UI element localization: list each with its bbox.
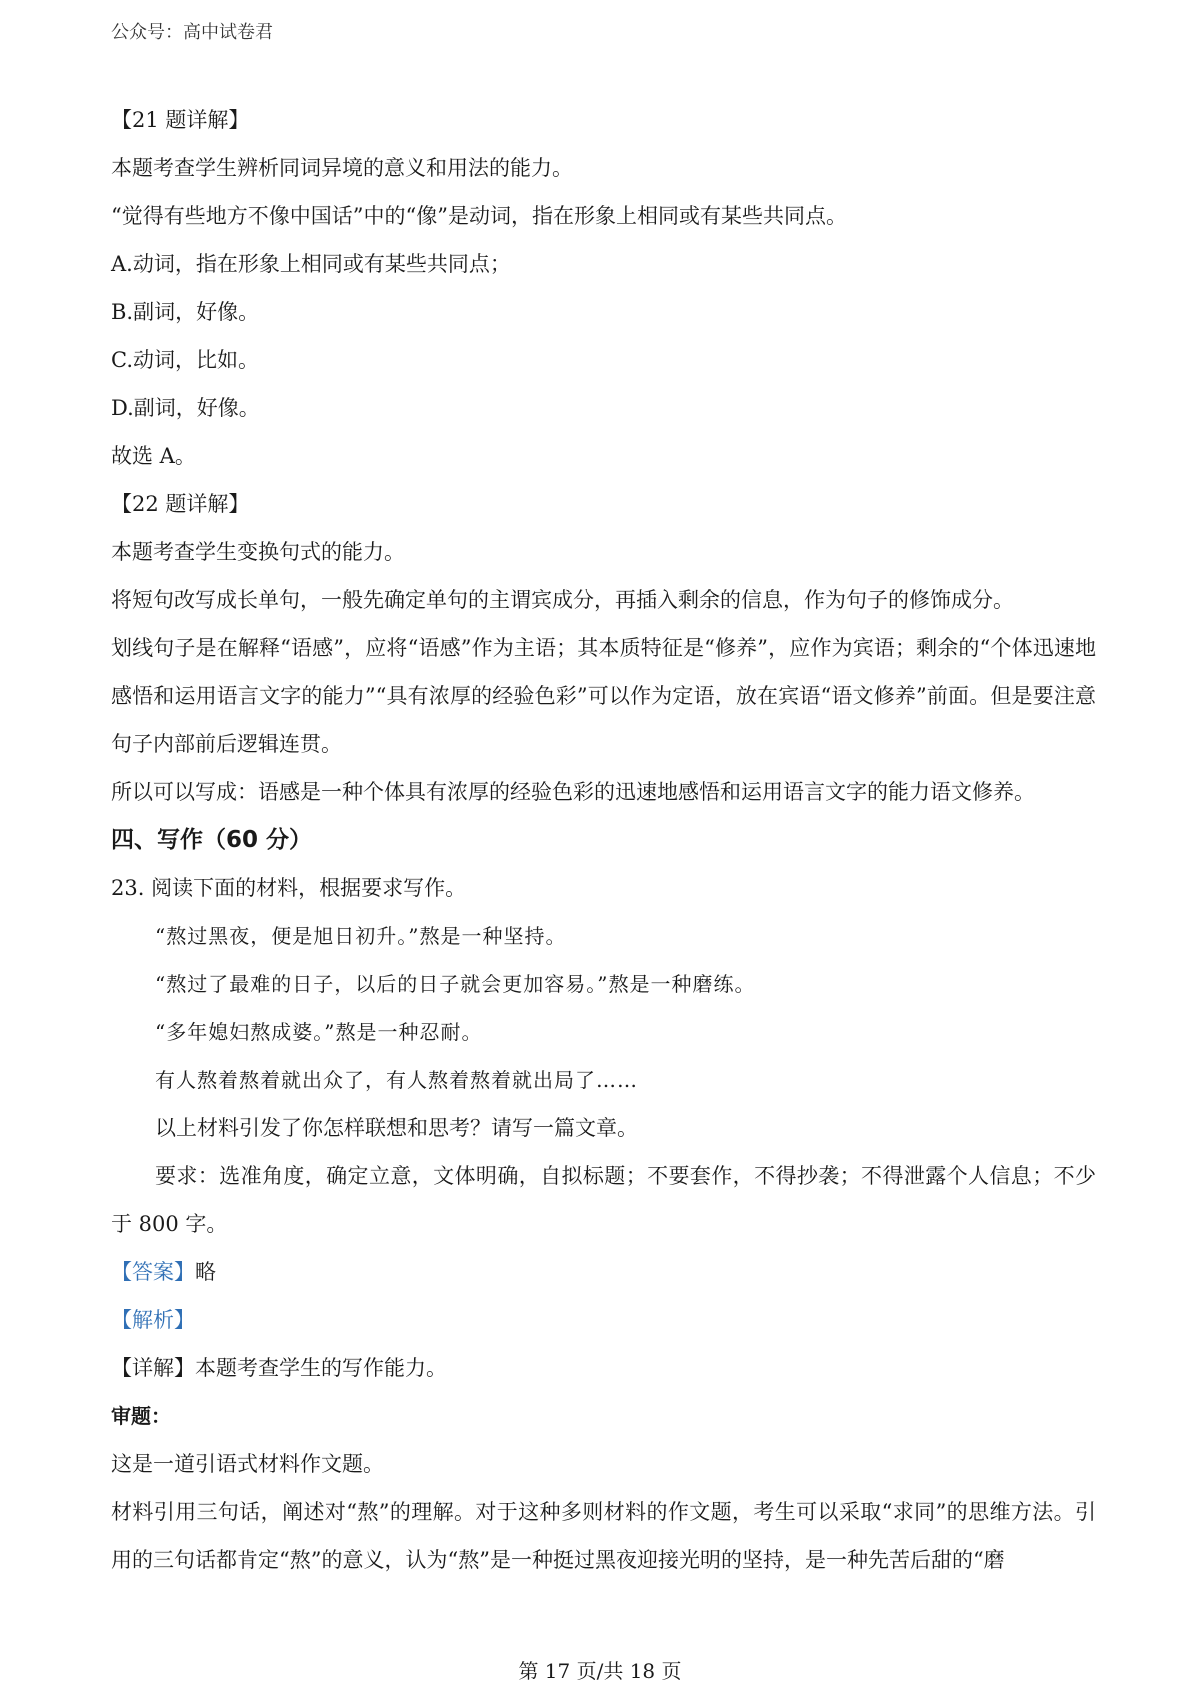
analysis-label: 【解析】 (111, 1308, 195, 1332)
q23-quote: 有人熬着熬着就出众了，有人熬着熬着就出局了…… (155, 1068, 638, 1092)
review-paragraph: 材料引用三句话，阐述对“熬”的理解。对于这种多则材料的作文题，考生可以采取“求同”的思维方法。引用的三句话都肯定“熬”的意义，认为“熬”是一种挺过黑夜迎接光明的坚持，是一种先苦后甜的“磨 (111, 1500, 1096, 1572)
q21-option-a: A.动词，指在形象上相同或有某些共同点； (111, 252, 511, 276)
answer-value: 略 (195, 1260, 216, 1284)
q23-requirement: 要求：选准角度，确定立意，文体明确，自拟标题；不要套作，不得抄袭；不得泄露个人信息；不少于 800 字。 (111, 1164, 1096, 1236)
q21-option-b: B.副词，好像。 (111, 300, 260, 324)
answer-label: 【答案】 (111, 1260, 195, 1284)
q22-paragraph: 划线句子是在解释“语感”，应将“语感”作为主语；其本质特征是“修养”，应作为宾语；剩余的“个体迅速地感悟和运用语言文字的能力”“具有浓厚的经验色彩”可以作为定语，放在宾语“语文修养”前面。但是要注意句子内部前后逻辑连贯。 (111, 636, 1096, 756)
answer-line (111, 1248, 1096, 1296)
q23-prompt: 23. 阅读下面的材料，根据要求写作。 (111, 876, 467, 900)
q22-heading: 【22 题详解】 (111, 492, 250, 516)
review-label: 审题： (111, 1404, 171, 1428)
q22-line: 将短句改写成长单句，一般先确定单句的主谓宾成分，再插入剩余的信息，作为句子的修饰成分。 (111, 588, 1014, 612)
q22-line: 本题考查学生变换句式的能力。 (111, 540, 405, 564)
header-source: 公众号：高中试卷君 (111, 22, 273, 43)
q22-conclusion: 所以可以写成：语感是一种个体具有浓厚的经验色彩的迅速地感悟和运用语言文字的能力语文修养。 (111, 780, 1035, 804)
q21-answer: 故选 A。 (111, 444, 196, 468)
q23-quote: “多年媳妇熬成婆。”熬是一种忍耐。 (155, 1020, 483, 1044)
page-number: 第 17 页/共 18 页 (518, 1659, 682, 1683)
detail-line: 【详解】本题考查学生的写作能力。 (111, 1356, 447, 1380)
q23-question: 以上材料引发了你怎样联想和思考？请写一篇文章。 (155, 1116, 638, 1140)
q21-option-c: C.动词，比如。 (111, 348, 259, 372)
q23-quote: “熬过黑夜，便是旭日初升。”熬是一种坚持。 (155, 924, 567, 948)
q21-heading: 【21 题详解】 (111, 108, 250, 132)
review-line: 这是一道引语式材料作文题。 (111, 1452, 384, 1476)
q23-quote: “熬过了最难的日子，以后的日子就会更加容易。”熬是一种磨练。 (155, 972, 756, 996)
document-body (111, 96, 1096, 1584)
q21-line: 本题考查学生辨析同词异境的意义和用法的能力。 (111, 156, 573, 180)
q21-option-d: D.副词，好像。 (111, 396, 260, 420)
section-title: 四、写作（60 分） (111, 827, 313, 853)
q21-line: “觉得有些地方不像中国话”中的“像”是动词，指在形象上相同或有某些共同点。 (111, 204, 847, 228)
